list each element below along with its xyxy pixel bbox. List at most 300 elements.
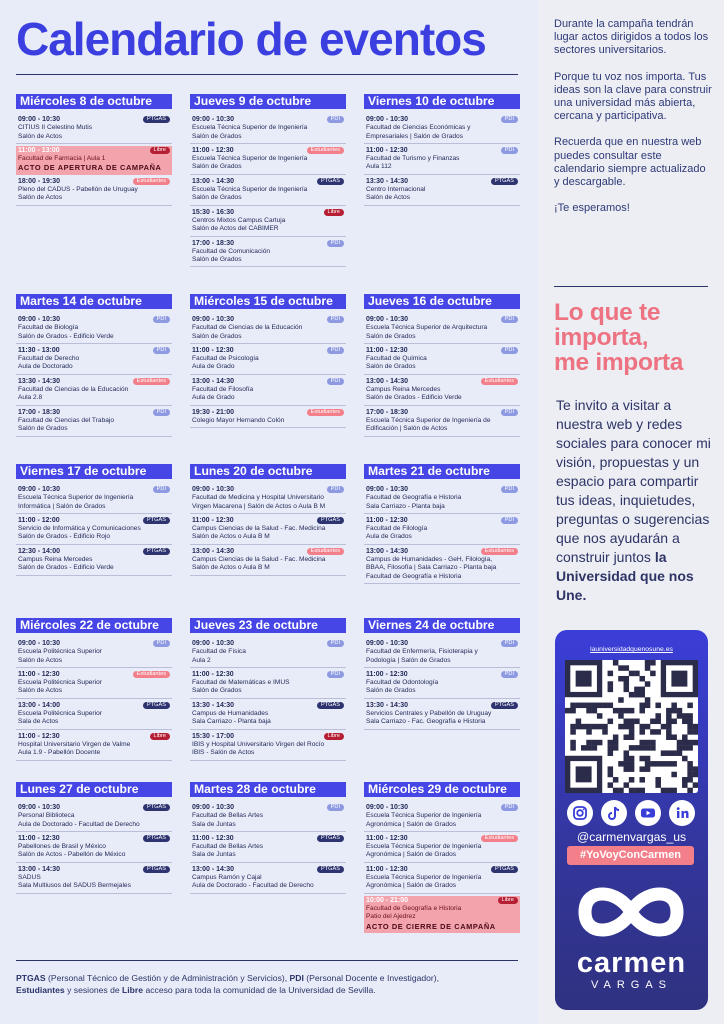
event-time: 13:30 - 14:30: [192, 701, 235, 709]
event-item: [364, 803, 520, 832]
event-time: 13:00 - 14:30: [366, 547, 409, 555]
event-location: Campus Reina Mercedes: [366, 386, 441, 394]
event-time: 11:00 - 12:30: [366, 516, 408, 524]
audience-badge: Estudiantes: [133, 178, 170, 185]
event-item: [190, 803, 346, 832]
event-item: [190, 346, 346, 375]
event-item: [16, 547, 172, 576]
event-location: Escuela Técnica Superior de Ingeniería: [366, 843, 482, 851]
event-highlight-title: ACTO DE CIERRE DE CAMPAÑA: [366, 921, 496, 931]
event-item: [364, 377, 520, 406]
event-location: Podología | Salón de Grados: [366, 656, 451, 664]
event-location: Facultad de Turismo y Finanzas: [366, 155, 460, 163]
event-item: [16, 865, 172, 894]
event-item: [190, 115, 346, 144]
slogan-line-1: Lo que te: [554, 299, 661, 326]
event-location: Facultad de Física: [192, 648, 246, 656]
event-time: 09:00 - 10:30: [18, 486, 61, 493]
event-location: Virgen Macarena | Salón de Actos o Aula B M: [192, 502, 326, 510]
event-location: SADUS: [18, 874, 41, 882]
event-item: [16, 701, 172, 730]
intro-paragraph-3: Recuerda que en nuestra web puedes consultar este calendario siempre actualizado y descargable.: [554, 136, 706, 189]
event-location: Escuela Técnica Superior de Ingeniería: [366, 812, 482, 820]
event-time: 13:00 - 14:30: [192, 865, 235, 873]
event-item: [16, 803, 172, 832]
event-location: Servicios Centrales y Pabellón de Uruguay: [366, 710, 492, 718]
legend-pdi: PDI: [289, 973, 304, 983]
event-item: [190, 377, 346, 406]
invite-bold: la Universidad que nos Une.: [556, 549, 694, 603]
day-column: [16, 782, 172, 896]
audience-badge: PTGAS: [317, 702, 344, 709]
event-item: [16, 670, 172, 699]
event-location: Pleno del CADUS - Pabellón de Uruguay: [18, 186, 138, 194]
event-location: Facultad de Geografía e Historia: [366, 572, 462, 580]
event-time: 15:30 - 17:00: [192, 732, 235, 740]
day-header: Miércoles 8 de octubre: [16, 94, 172, 109]
audience-badge: Estudiantes: [133, 378, 170, 385]
event-time: 10:00 - 21:00: [366, 896, 409, 904]
event-location: Campus de Humanidades: [192, 710, 269, 718]
event-location: Salón de Actos - Pabellón de México: [18, 851, 126, 859]
event-time: 11:00 - 12:30: [192, 670, 234, 678]
event-time: 19:30 - 21:00: [192, 408, 235, 416]
day-header: Jueves 9 de octubre: [190, 94, 346, 109]
event-time: 11:00 - 12:30: [366, 834, 408, 842]
event-location: Facultad de Enfermería, Fisioterapia y: [366, 648, 478, 656]
audience-badge: Estudiantes: [307, 409, 344, 416]
audience-badge: Libre: [324, 209, 344, 216]
event-item: [364, 408, 520, 437]
event-time: 18:00 - 19:30: [18, 177, 61, 185]
event-location: Salón de Grados: [192, 194, 242, 202]
audience-badge: PTGAS: [317, 178, 344, 185]
event-location: Sala Multiusos del SADUS Bermejales: [18, 882, 131, 890]
event-item: [190, 239, 346, 268]
event-item: [364, 701, 520, 730]
event-location: Facultad de Filología: [366, 525, 428, 533]
audience-badge: PDI: [327, 116, 344, 123]
event-location: Empresariales | Salón de Grados: [366, 132, 464, 140]
event-location: Salón de Actos: [18, 687, 62, 695]
audience-badge: PDI: [501, 640, 518, 647]
audience-badge: PDI: [501, 517, 518, 524]
event-location: Aula 2: [192, 656, 211, 664]
day-column: [16, 294, 172, 439]
event-time: 13:30 - 14:30: [366, 177, 409, 185]
event-location: Salón de Actos o Aula B M: [192, 533, 270, 541]
event-item: [190, 516, 346, 545]
audience-badge: PTGAS: [491, 866, 518, 873]
event-location: Salón de Grados - Edificio Verde: [18, 332, 114, 340]
event-location: Facultad de Ciencias de la Educación: [18, 386, 129, 394]
event-item: [190, 408, 346, 429]
event-location: Escuela Técnica Superior de Ingeniería: [192, 124, 308, 132]
event-time: 11:00 - 12:30: [366, 670, 408, 678]
event-time: 12:30 - 14:00: [18, 547, 61, 555]
event-location: Sala Carriazo - Planta baja: [192, 718, 271, 726]
event-item: [364, 516, 520, 545]
event-location: Campus Ramón y Cajal: [192, 874, 262, 882]
audience-badge: Libre: [498, 897, 518, 904]
event-item: [190, 701, 346, 730]
audience-badge: PDI: [327, 671, 344, 678]
audience-badge: PTGAS: [143, 702, 170, 709]
event-location: Servicio de Informática y Comunicaciones: [18, 525, 141, 533]
event-time: 11:00 - 12:30: [366, 146, 408, 154]
event-time: 09:00 - 10:30: [18, 804, 61, 811]
event-item: [16, 315, 172, 344]
event-item: [16, 639, 172, 668]
event-item: [190, 834, 346, 863]
event-location: Facultad de Geografía e Historia: [366, 494, 462, 502]
event-location: Centros Mixtos Campus Cartuja: [192, 216, 286, 224]
legend-libre: Libre: [122, 985, 144, 995]
day-column: [16, 618, 172, 763]
audience-badge: PDI: [327, 316, 344, 323]
event-location: Salón de Actos del CABIMER: [192, 225, 279, 233]
event-time: 11:00 - 12:30: [192, 516, 234, 524]
hashtag-badge: #YoVoyConCarmen: [567, 846, 694, 865]
day-header: Lunes 20 de octubre: [190, 464, 346, 479]
event-location: Salón de Grados: [366, 332, 416, 340]
slogan: [554, 300, 719, 375]
event-item: [16, 732, 172, 761]
audience-badge: PTGAS: [143, 548, 170, 555]
audience-badge: PTGAS: [317, 866, 344, 873]
event-location: Salón de Grados - Edificio Verde: [366, 394, 462, 402]
event-location: Escuela Técnica Superior de Ingeniería de: [366, 416, 491, 424]
event-location: Salón de Grados: [18, 425, 68, 433]
event-item: [16, 377, 172, 406]
audience-badge: Estudiantes: [481, 548, 518, 555]
event-location: Salón de Actos: [18, 656, 62, 664]
audience-badge: PTGAS: [143, 517, 170, 524]
event-location: Facultad de Química: [366, 355, 427, 363]
event-time: 09:00 - 10:30: [192, 316, 235, 323]
event-location: Salón de Grados: [192, 332, 242, 340]
event-time: 09:00 - 10:30: [18, 116, 61, 123]
day-column: [190, 464, 346, 578]
event-location: Aula 2.8: [18, 394, 43, 402]
event-location: Facultad de Ciencias del Trabajo: [18, 416, 115, 424]
event-item: [190, 315, 346, 344]
day-header: Miércoles 29 de octubre: [364, 782, 520, 797]
event-location: Aula de Doctorado - Facultad de Derecho: [192, 882, 314, 890]
audience-badge: PTGAS: [143, 804, 170, 811]
event-item: [190, 208, 346, 237]
event-item: [364, 865, 520, 894]
event-time: 11:00 - 13:00: [18, 146, 60, 154]
event-time: 11:00 - 12:30: [192, 346, 234, 354]
tiktok-icon[interactable]: [601, 800, 627, 826]
legend-pdi-desc: (Personal Docente e Investigador),: [303, 973, 440, 983]
event-item: [364, 315, 520, 344]
event-location: Aula de Doctorado - Facultad de Derecho: [18, 820, 140, 828]
event-location: Salón de Actos: [18, 194, 62, 202]
event-location: Aula 1.9 - Pabellón Docente: [18, 749, 101, 757]
event-item: [16, 834, 172, 863]
event-time: 17:00 - 18:30: [192, 239, 235, 247]
audience-badge: PDI: [327, 804, 344, 811]
event-item: [16, 516, 172, 545]
event-location: Escuela Técnica Superior de Arquitectura: [366, 324, 488, 332]
event-item: [364, 485, 520, 514]
audience-badge: PDI: [501, 116, 518, 123]
audience-badge: PDI: [501, 804, 518, 811]
audience-badge: PTGAS: [143, 835, 170, 842]
footer-divider: [16, 960, 518, 961]
audience-badge: PDI: [327, 378, 344, 385]
event-item: [190, 732, 346, 761]
event-location: Hospital Universitario Virgen de Valme: [18, 740, 131, 748]
event-time: 11:00 - 12:30: [366, 346, 408, 354]
audience-badge: PDI: [153, 316, 170, 323]
event-item: [190, 639, 346, 668]
event-location: Salón de Grados: [192, 256, 242, 264]
event-item: [16, 115, 172, 144]
event-location: Facultad de Medicina y Hospital Universitario: [192, 494, 324, 502]
audience-badge: PDI: [327, 486, 344, 493]
event-item: [16, 146, 172, 175]
sidebar-divider: [554, 286, 708, 287]
event-time: 17:00 - 18:30: [18, 408, 61, 416]
sidebar-intro: [554, 18, 714, 228]
event-location: Aula 112: [366, 163, 392, 171]
event-location: Facultad de Bellas Artes: [192, 812, 264, 820]
event-item: [364, 177, 520, 206]
event-location: CITIUS II Celestino Mutis: [18, 124, 93, 132]
event-location: Sala de Actos: [18, 718, 59, 726]
social-links: [567, 800, 697, 828]
event-time: 09:00 - 10:30: [18, 640, 61, 647]
event-time: 13:30 - 14:30: [18, 377, 61, 385]
linkedin-icon[interactable]: [669, 800, 695, 826]
event-time: 09:00 - 10:30: [18, 316, 61, 323]
audience-badge: Libre: [150, 733, 170, 740]
event-location: Escuela Politécnica Superior: [18, 648, 102, 656]
event-time: 15:30 - 16:30: [192, 208, 235, 216]
event-item: [190, 146, 346, 175]
day-column: [190, 618, 346, 763]
event-location: Salón de Grados: [192, 163, 242, 171]
audience-badge: PDI: [327, 640, 344, 647]
audience-badge: PTGAS: [491, 702, 518, 709]
audience-badge: PDI: [153, 640, 170, 647]
event-location: Agronómica | Salón de Grados: [366, 851, 457, 859]
event-time: 11:30 - 13:00: [18, 346, 60, 354]
event-location: Facultad de Bellas Artes: [192, 843, 264, 851]
event-location: Salón de Grados: [192, 132, 242, 140]
event-item: [364, 146, 520, 175]
event-location: Aula de Grados: [366, 533, 412, 541]
day-column: [364, 618, 520, 732]
event-time: 13:00 - 14:30: [192, 177, 235, 185]
event-location: Colegio Mayor Hernando Colón: [192, 416, 285, 424]
event-time: 11:00 - 12:30: [366, 865, 408, 873]
event-location: Escuela Técnica Superior de Ingeniería: [192, 186, 308, 194]
event-time: 11:00 - 12:30: [18, 670, 60, 678]
audience-badge: Libre: [150, 147, 170, 154]
website-link[interactable]: launiversidadquenosune.es: [590, 646, 673, 653]
day-header: Jueves 16 de octubre: [364, 294, 520, 309]
event-location: Aula de Doctorado: [18, 363, 73, 371]
event-location: Escuela Politécnica Superior: [18, 679, 102, 687]
slogan-line-2: importa,: [554, 324, 649, 351]
intro-paragraph-2: Porque tu voz nos importa. Tus ideas son la clave para construir una universidad más abierta, cercana y participativa.: [554, 70, 712, 123]
event-location: Escuela Politécnica Superior: [18, 710, 102, 718]
day-header: Martes 21 de octubre: [364, 464, 520, 479]
event-time: 09:00 - 10:30: [192, 640, 235, 647]
event-location: Salón de Grados: [366, 687, 416, 695]
event-time: 13:00 - 14:30: [192, 377, 235, 385]
invite-body: Te invito a visitar a nuestra web y redes sociales para conocer mi visión, propuestas y un espacio para compartir tus ideas, inquietudes, preguntas o sugerencias que nos ayudarán a construir juntos: [556, 397, 711, 565]
youtube-icon[interactable]: [635, 800, 661, 826]
event-location: BBAA, Filosofía | Sala Carriazo - Planta baja: [366, 564, 497, 572]
event-location: Campus Ciencias de la Salud - Fac. Medicina: [192, 525, 326, 533]
legend-libre-desc: acceso para toda la comunidad de la Universidad de Sevilla.: [143, 985, 376, 995]
day-header: Miércoles 15 de octubre: [190, 294, 346, 309]
audience-badge: PTGAS: [143, 116, 170, 123]
event-time: 13:00 - 14:30: [366, 377, 409, 385]
event-time: 09:00 - 10:30: [192, 116, 235, 123]
event-time: 11:00 - 12:30: [18, 732, 60, 740]
day-header: Viernes 24 de octubre: [364, 618, 520, 633]
event-time: 17:00 - 18:30: [366, 408, 409, 416]
audience-badge: PDI: [153, 347, 170, 354]
instagram-icon[interactable]: [567, 800, 593, 826]
event-location: Sala Carriazo - Fac. Geografía e Historia: [366, 718, 486, 726]
event-time: 09:00 - 10:30: [366, 804, 409, 811]
day-column: [16, 94, 172, 208]
event-item: [190, 547, 346, 576]
event-item: [190, 865, 346, 894]
event-location: Campus Reina Mercedes: [18, 556, 93, 564]
audience-badge: PTGAS: [317, 517, 344, 524]
event-location: Sala de Juntas: [192, 820, 236, 828]
qr-code[interactable]: [565, 660, 698, 793]
brand-surname: VARGAS: [590, 979, 673, 991]
contact-card: [555, 630, 708, 1010]
event-location: Personal Biblioteca: [18, 812, 75, 820]
event-location: Sala Carriazo - Planta baja: [366, 502, 445, 510]
event-item: [364, 896, 520, 933]
audience-badge: PDI: [327, 240, 344, 247]
day-column: [190, 294, 346, 430]
day-header: Lunes 27 de octubre: [16, 782, 172, 797]
day-column: [16, 464, 172, 578]
event-location: Facultad de Psicología: [192, 355, 259, 363]
legend-estudiantes: Estudiantes: [16, 985, 65, 995]
day-column: [364, 782, 520, 935]
event-location: Aula de Grado: [192, 363, 235, 371]
audience-badge: PTGAS: [491, 178, 518, 185]
event-location: Salón de Grados - Edificio Verde: [18, 564, 114, 572]
event-location: Agronómica | Salón de Grados: [366, 882, 457, 890]
day-column: [364, 294, 520, 439]
event-item: [16, 408, 172, 437]
event-location: Agronómica | Salón de Grados: [366, 820, 457, 828]
event-time: 13:00 - 14:30: [192, 547, 235, 555]
event-location: Patio del Ajedrez: [366, 913, 416, 921]
audience-badge: PDI: [501, 347, 518, 354]
event-location: Facultad de Comunicación: [192, 247, 271, 255]
slogan-line-3: me importa: [554, 349, 684, 376]
event-location: Salón de Actos: [366, 194, 410, 202]
event-time: 13:00 - 14:30: [18, 865, 61, 873]
event-location: Centro Internacional: [366, 186, 426, 194]
event-time: 11:00 - 12:30: [18, 834, 60, 842]
legend-ptgas-desc: (Personal Técnico de Gestión y de Administración y Servicios),: [45, 973, 290, 983]
event-location: Salón de Actos o Aula B M: [192, 564, 270, 572]
audience-badge: Estudiantes: [307, 548, 344, 555]
social-handle: @carmenvargas_us: [576, 830, 687, 844]
event-location: Salón de Actos: [18, 132, 62, 140]
audience-badge: Estudiantes: [481, 835, 518, 842]
event-item: [16, 485, 172, 514]
audience-badge: PDI: [501, 486, 518, 493]
event-time: 09:00 - 10:30: [192, 486, 235, 493]
event-item: [16, 346, 172, 375]
event-highlight-title: ACTO DE APERTURA DE CAMPAÑA: [18, 163, 162, 173]
event-location: Facultad de Ciencias de la Educación: [192, 324, 303, 332]
event-location: Salón de Grados: [192, 687, 242, 695]
event-item: [364, 834, 520, 863]
day-header: Martes 28 de octubre: [190, 782, 346, 797]
day-column: [190, 782, 346, 896]
event-location: IBIS y Hospital Universitario Virgen del Rocío: [192, 740, 325, 748]
day-column: [190, 94, 346, 269]
day-column: [364, 94, 520, 208]
audience-badge: PDI: [501, 671, 518, 678]
event-item: [364, 639, 520, 668]
event-time: 09:00 - 10:30: [366, 640, 409, 647]
title-divider: [16, 74, 518, 75]
event-time: 09:00 - 10:30: [192, 804, 235, 811]
event-location: Facultad de Odontología: [366, 679, 439, 687]
audience-badge: Estudiantes: [133, 671, 170, 678]
audience-badge: Libre: [324, 733, 344, 740]
event-item: [16, 177, 172, 206]
audience-badge: PDI: [153, 486, 170, 493]
page-title: Calendario de eventos: [16, 13, 486, 65]
day-header: Martes 14 de octubre: [16, 294, 172, 309]
day-column: [364, 464, 520, 586]
event-location: Edificación | Salón de Actos: [366, 425, 448, 433]
event-location: Facultad de Ciencias Económicas y: [366, 124, 471, 132]
event-location: Facultad de Geografía e Historia: [366, 904, 462, 912]
event-item: [364, 115, 520, 144]
day-header: Jueves 23 de octubre: [190, 618, 346, 633]
day-header: Viernes 10 de octubre: [364, 94, 520, 109]
event-time: 11:00 - 12:30: [192, 146, 234, 154]
audience-badge: PDI: [327, 347, 344, 354]
event-time: 11:00 - 12:30: [192, 834, 234, 842]
event-location: Facultad de Derecho: [18, 355, 80, 363]
event-location: Facultad de Filosofía: [192, 386, 254, 394]
day-header: Viernes 17 de octubre: [16, 464, 172, 479]
brand-name: carmen: [576, 947, 687, 979]
event-time: 13:30 - 14:30: [366, 701, 409, 709]
event-location: Campus Ciencias de la Salud - Fac. Medicina: [192, 556, 326, 564]
event-location: Campus de Humanidades - GeH, Filología,: [366, 556, 493, 564]
intro-paragraph-4: ¡Te esperamos!: [554, 202, 630, 215]
audience-badge: PDI: [501, 409, 518, 416]
event-location: Salón de Grados - Edificio Rojo: [18, 533, 110, 541]
event-location: Facultad de Farmacia | Aula 1: [18, 155, 106, 163]
event-item: [364, 547, 520, 584]
audience-badge: Estudiantes: [307, 147, 344, 154]
